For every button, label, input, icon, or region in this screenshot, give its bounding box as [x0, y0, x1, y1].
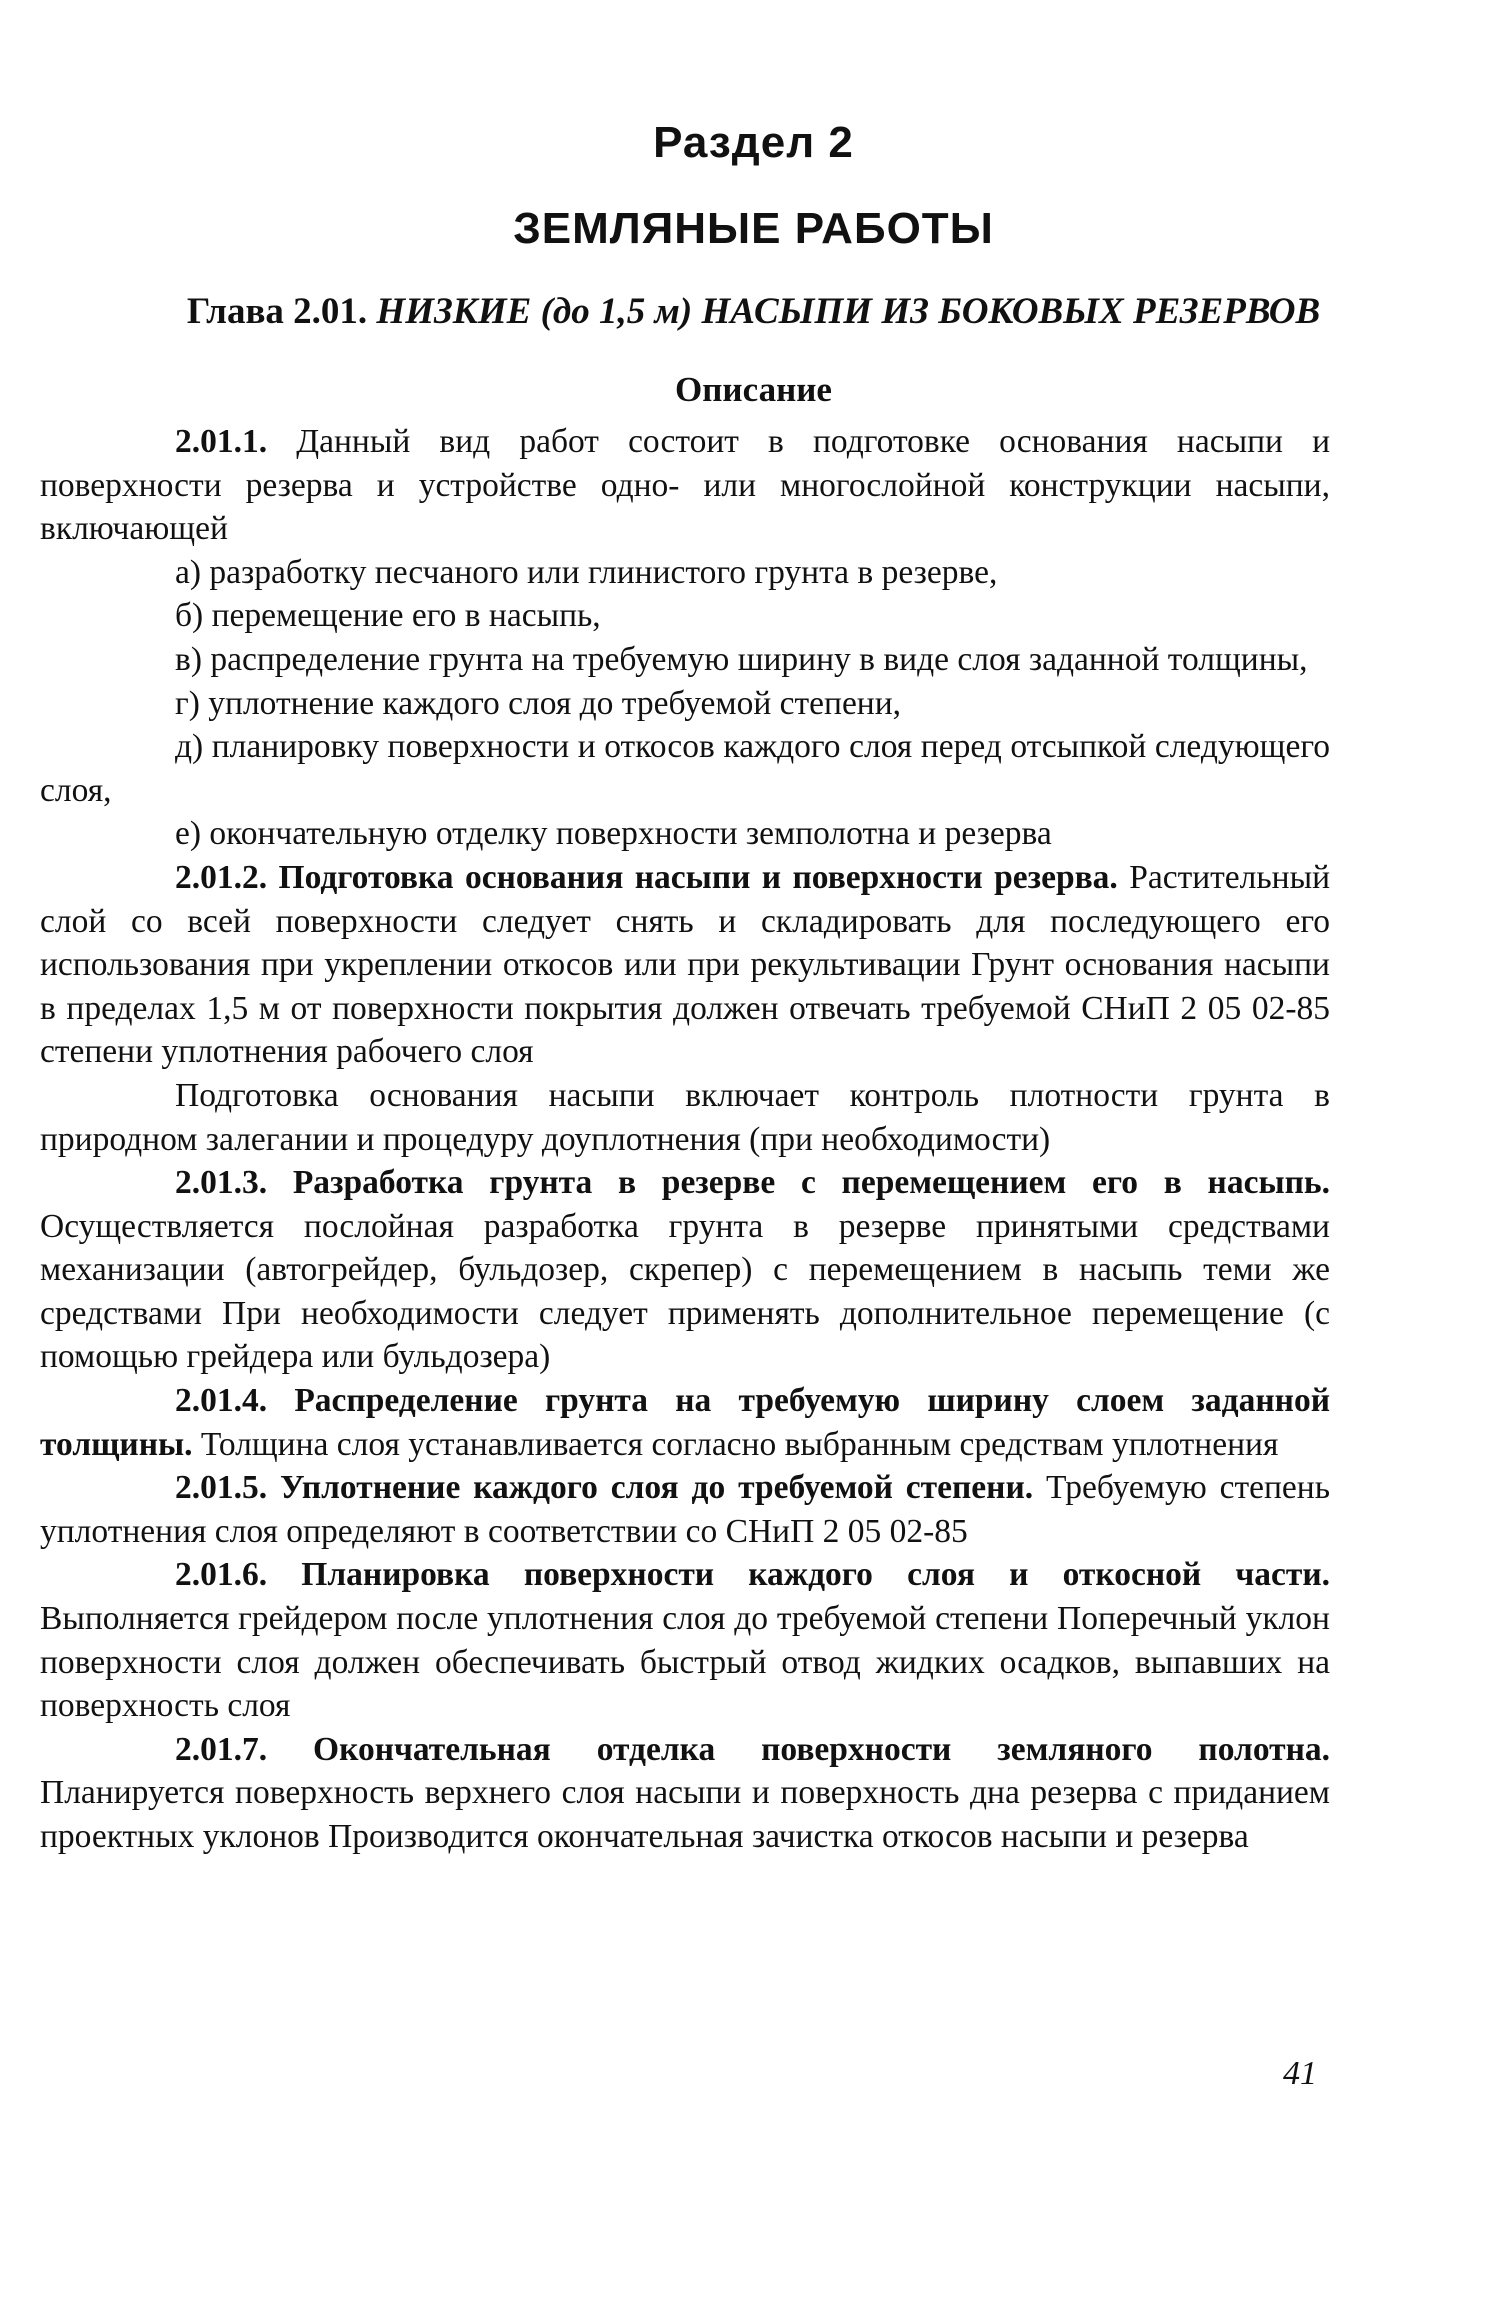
clause-text: Толщина слоя устанавливается согласно выбранным средствам уплотнения [200, 1425, 1279, 1463]
clause-text: Планируется поверхность верхнего слоя насыпи и поверхность дна резерва с приданием проектных уклонов Производится окончательная зачистка откосов насыпи и резерва [40, 1774, 1330, 1855]
list-item: е) окончательную отделку поверхности земполотна и резерва [175, 815, 1052, 853]
list-item: а) разработку песчаного или глинистого грунта в резерве, [175, 553, 998, 591]
clause-number: 2.01.3. [175, 1164, 268, 1202]
list-item: б) перемещение его в насыпь, [175, 597, 601, 635]
clause-number: 2.01.4. [175, 1382, 268, 1420]
clause-text: Данный вид работ состоит в подготовке основания насыпи и поверхности резерва и устройстве одно- или многослойной конструкции насыпи, включающей [40, 423, 1331, 548]
clause-2-01-4 [40, 1379, 1330, 1466]
list-item: г) уплотнение каждого слоя до требуемой степени, [175, 684, 902, 722]
clause-2-01-6 [40, 1553, 1330, 1727]
clause-text: Требуемую степень уплотнения слоя определяют в соответствии со СНиП 2 05 02-85 [40, 1469, 1331, 1550]
section-title: ЗЕМЛЯНЫЕ РАБОТЫ [513, 204, 994, 253]
clause-number: 2.01.1. [175, 423, 268, 460]
clause-lead: Уплотнение каждого слоя до требуемой степени. [280, 1469, 1034, 1507]
document-body [40, 420, 1330, 1859]
clause-2-01-5 [40, 1466, 1330, 1553]
page-number: 41 [1283, 2055, 1317, 2092]
list-item: в) распределение грунта на требуемую ширину в виде слоя заданной толщины, [175, 640, 1308, 678]
description-heading: Описание [675, 370, 832, 409]
chapter-title: НИЗКИЕ (до 1,5 м) НАСЫПИ ИЗ БОКОВЫХ РЕЗЕРВОВ [376, 291, 1321, 332]
clause-lead: Планировка поверхности каждого слоя и откосной части. [301, 1556, 1331, 1594]
clause-number: 2.01.5. [175, 1469, 268, 1507]
clause-number: 2.01.2. [175, 858, 268, 896]
clause-number: 2.01.7. [175, 1730, 268, 1768]
chapter-label: Глава 2.01. [186, 291, 368, 332]
clause-2-01-3 [40, 1161, 1330, 1379]
list-item: д) планировку поверхности и откосов каждого слоя перед отсыпкой следующего слоя, [40, 728, 1330, 809]
clause-lead: Разработка грунта в резерве с перемещением его в насыпь. [292, 1164, 1331, 1202]
clause-number: 2.01.6. [175, 1556, 268, 1594]
clause-2-01-7 [40, 1728, 1330, 1859]
chapter-heading [0, 290, 1507, 333]
clause-lead: Подготовка основания насыпи и поверхности резерва. [278, 858, 1118, 896]
clause-text: Растительный слой со всей поверхности следует снять и складировать для последующего его использования при укреплении откосов или при рекультивации Грунт основания насыпи в пределах 1,5 м от поверхности покрытия должен отвечать требуемой СНиП 2 05 02-85 степени уплотнения рабочего слоя [40, 858, 1331, 1071]
clause-2-01-2-continued: Подготовка основания насыпи включает контроль плотности грунта в природном залегании и процедуру доуплотнения (при необходимости) [40, 1076, 1330, 1158]
clause-lead: Окончательная отделка поверхности земляного полотна. [313, 1730, 1331, 1768]
section-number: Раздел 2 [653, 118, 854, 167]
clause-lead: Распределение грунта на требуемую ширину слоем заданной толщины. [40, 1382, 1330, 1463]
clause-2-01-1 [40, 420, 1330, 551]
clause-text: Выполняется грейдером после уплотнения слоя до требуемой степени Поперечный уклон поверхности слоя должен обеспечивать быстрый отвод жидких осадков, выпавших на поверхность слоя [40, 1600, 1330, 1725]
clause-2-01-2 [40, 856, 1330, 1074]
clause-text: Осуществляется послойная разработка грунта в резерве принятыми средствами механизации (автогрейдер, бульдозер, скрепер) с перемещением в насыпь теми же средствами При необходимости следует применять дополнительное перемещение (с помощью грейдера или бульдозера) [40, 1207, 1330, 1376]
